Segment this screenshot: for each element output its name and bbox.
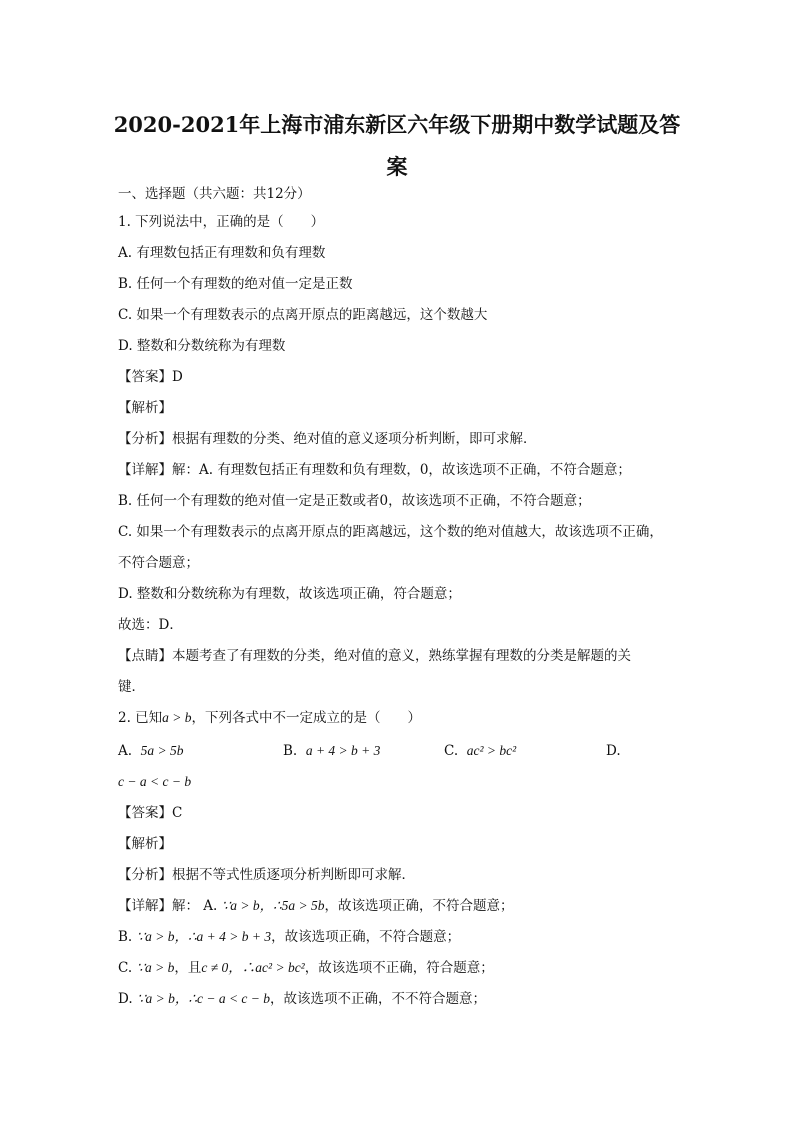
q2-stem-prefix: 2. 已知 [118, 710, 163, 726]
q2-detail-a [118, 896, 688, 916]
q2-detail-d-suffix: ，故该选项不正确，不不符合题意； [270, 991, 487, 1007]
q2-detail-c-math2: c ≠ 0，∴ac² > bc² [201, 960, 305, 975]
q1-remark-line1: 【点睛】本题考查了有理数的分类，绝对值的意义，熟练掌握有理数的分类是解题的关 [118, 648, 631, 664]
q2-option-c-label: C. [444, 743, 459, 759]
q2-detail-c-middle: ，且 [174, 960, 202, 976]
q2-option-b-label: B. [283, 743, 298, 759]
q2-detail-a-prefix: 【详解】解： A. [118, 898, 222, 914]
q2-detail-d [118, 989, 688, 1009]
q2-detail-d-math: ∵a > b，∴c − a < c − b [136, 991, 271, 1006]
q1-detail-d: D. 整数和分数统称为有理数，故该选项正确，符合题意； [118, 586, 461, 602]
q2-detail-b-math: ∵a > b，∴a + 4 > b + 3 [136, 929, 272, 944]
q2-option-c-math: ac² > bc² [466, 743, 517, 758]
q1-option-b: B. 任何一个有理数的绝对值一定是正数 [118, 276, 353, 292]
q2-detail-d-prefix: D. [118, 991, 137, 1007]
q2-answer: 【答案】C [118, 805, 183, 821]
q2-detail-c [118, 958, 688, 978]
q2-option-d-math: c − a < c − b [118, 774, 192, 789]
section-heading: 一、选择题（共六题：共12分） [118, 186, 311, 202]
q1-option-c: C. 如果一个有理数表示的点离开原点的距离越远，这个数越大 [118, 307, 488, 323]
q1-analysis: 【分析】根据有理数的分类、绝对值的意义逐项分析判断，即可求解． [118, 431, 537, 447]
q2-option-a [118, 741, 184, 761]
q2-detail-c-prefix: C. [118, 960, 137, 976]
q2-option-b-math: a + 4 > b + 3 [305, 743, 381, 758]
q2-detail-c-math1: ∵a > b [136, 960, 175, 975]
q2-stem [118, 708, 688, 728]
document-title: 2020-2021年上海市浦东新区六年级下册期中数学试题及答案 [113, 112, 681, 179]
q1-jiexi: 【解析】 [118, 400, 172, 416]
q2-option-a-label: A. [118, 743, 133, 759]
q1-choice: 故选：D． [118, 617, 183, 633]
q2-detail-c-suffix: ，故该选项不正确，符合题意； [304, 960, 494, 976]
q1-stem: 1. 下列说法中，正确的是（ ） [118, 214, 325, 230]
q2-detail-b-suffix: ，故该选项正确，不符合题意； [271, 929, 461, 945]
q2-detail-b-prefix: B. [118, 929, 137, 945]
q1-option-a: A. 有理数包括正有理数和负有理数 [118, 245, 326, 261]
q2-detail-b [118, 927, 688, 947]
q2-detail-a-math: ∵a > b，∴5a > 5b [221, 898, 325, 913]
q1-detail-a: 【详解】解：A. 有理数包括正有理数和负有理数，0，故该选项不正确，不符合题意； [118, 462, 631, 478]
q2-option-c [444, 741, 516, 761]
q1-answer: 【答案】D [118, 369, 183, 385]
q2-analysis: 【分析】根据不等式性质逐项分析判断即可求解． [118, 867, 415, 883]
q1-option-d: D. 整数和分数统称为有理数 [118, 338, 286, 354]
q2-option-d-continued [118, 772, 688, 792]
q2-options-row [118, 741, 688, 763]
q2-detail-a-suffix: ，故该选项正确，不符合题意； [324, 898, 514, 914]
q1-detail-c-line1: C. 如果一个有理数表示的点离开原点的距离越远，这个数的绝对值越大，故该选项不正确， [118, 524, 663, 540]
q2-option-d-label: D. [606, 743, 621, 759]
q1-detail-c-line2: 不符合题意； [118, 555, 199, 571]
q2-option-b [283, 741, 380, 761]
q2-stem-math: a > b [162, 710, 192, 725]
q2-stem-suffix: ，下列各式中不一定成立的是（ ） [191, 710, 422, 726]
q1-detail-b: B. 任何一个有理数的绝对值一定是正数或者0，故该选项不正确，不符合题意； [118, 493, 591, 509]
q2-option-a-math: 5a > 5b [140, 743, 184, 758]
q2-option-d [606, 741, 621, 761]
q2-jiexi: 【解析】 [118, 836, 172, 852]
q1-remark-line2: 键． [118, 679, 145, 695]
